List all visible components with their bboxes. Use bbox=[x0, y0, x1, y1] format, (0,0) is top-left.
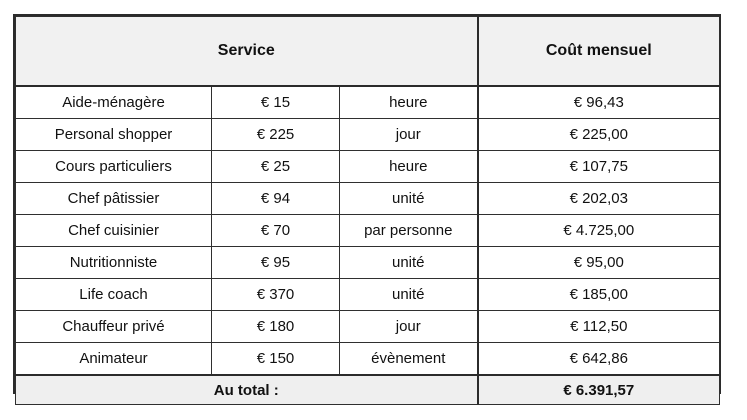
monthly-cost-cell: € 96,43 bbox=[478, 86, 720, 119]
service-name-cell: Chef cuisinier bbox=[16, 215, 212, 247]
table-header bbox=[16, 17, 720, 87]
unit-cell: unité bbox=[340, 183, 478, 215]
unit-cell: unité bbox=[340, 247, 478, 279]
table-row bbox=[16, 215, 720, 247]
monthly-cost-cell: € 185,00 bbox=[478, 279, 720, 311]
table-row bbox=[16, 119, 720, 151]
price-cell: € 94 bbox=[212, 183, 340, 215]
unit-cell: heure bbox=[340, 151, 478, 183]
service-name-cell: Cours particuliers bbox=[16, 151, 212, 183]
service-name-cell: Life coach bbox=[16, 279, 212, 311]
total-label: Au total : bbox=[16, 375, 478, 405]
service-name-cell: Chef pâtissier bbox=[16, 183, 212, 215]
price-cell: € 370 bbox=[212, 279, 340, 311]
unit-cell: heure bbox=[340, 86, 478, 119]
price-cell: € 225 bbox=[212, 119, 340, 151]
table-footer bbox=[16, 375, 720, 405]
service-name-cell: Chauffeur privé bbox=[16, 311, 212, 343]
table-row bbox=[16, 247, 720, 279]
price-cell: € 180 bbox=[212, 311, 340, 343]
monthly-cost-cell: € 642,86 bbox=[478, 343, 720, 376]
monthly-cost-cell: € 95,00 bbox=[478, 247, 720, 279]
service-header: Service bbox=[16, 17, 478, 87]
unit-cell: évènement bbox=[340, 343, 478, 376]
unit-cell: jour bbox=[340, 119, 478, 151]
unit-cell: jour bbox=[340, 311, 478, 343]
table-row bbox=[16, 311, 720, 343]
table-row bbox=[16, 183, 720, 215]
service-name-cell: Personal shopper bbox=[16, 119, 212, 151]
monthly-cost-cell: € 107,75 bbox=[478, 151, 720, 183]
monthly-cost-cell: € 225,00 bbox=[478, 119, 720, 151]
cost-table bbox=[15, 16, 720, 405]
unit-cell: par personne bbox=[340, 215, 478, 247]
price-cell: € 95 bbox=[212, 247, 340, 279]
service-name-cell: Nutritionniste bbox=[16, 247, 212, 279]
service-name-cell: Aide-ménagère bbox=[16, 86, 212, 119]
monthly-cost-cell: € 112,50 bbox=[478, 311, 720, 343]
table-row bbox=[16, 151, 720, 183]
price-cell: € 15 bbox=[212, 86, 340, 119]
price-cell: € 150 bbox=[212, 343, 340, 376]
table-row bbox=[16, 279, 720, 311]
monthly-cost-cell: € 4.725,00 bbox=[478, 215, 720, 247]
monthly-cost-header: Coût mensuel bbox=[478, 17, 720, 87]
total-value: € 6.391,57 bbox=[478, 375, 720, 405]
table-row bbox=[16, 86, 720, 119]
price-cell: € 25 bbox=[212, 151, 340, 183]
unit-cell: unité bbox=[340, 279, 478, 311]
table-body bbox=[16, 86, 720, 375]
total-row bbox=[16, 375, 720, 405]
header-row bbox=[16, 17, 720, 87]
monthly-cost-cell: € 202,03 bbox=[478, 183, 720, 215]
service-cost-table bbox=[13, 14, 721, 399]
price-cell: € 70 bbox=[212, 215, 340, 247]
table-row bbox=[16, 343, 720, 376]
service-name-cell: Animateur bbox=[16, 343, 212, 376]
